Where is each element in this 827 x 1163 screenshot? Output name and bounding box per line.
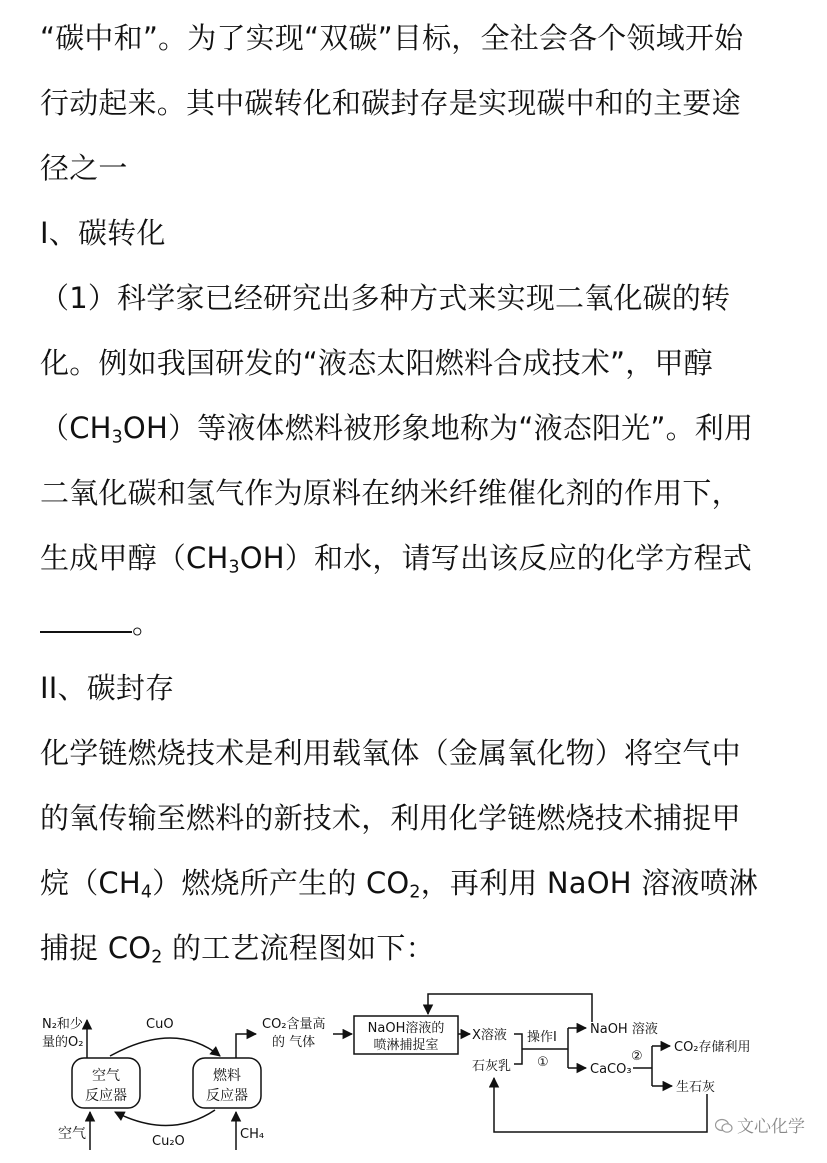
text-segment: （CH bbox=[40, 411, 112, 445]
text-segment: 。 bbox=[132, 606, 162, 640]
subscript: 3 bbox=[111, 427, 123, 448]
text-segment: ）燃烧所产生的 CO bbox=[152, 866, 410, 900]
watermark-text: 文心化学 bbox=[737, 1117, 805, 1137]
text-segment: OH）和水，请写出该反应的化学方程式 bbox=[239, 541, 752, 575]
cu2o-arrow bbox=[115, 1110, 215, 1126]
spray-chamber-label-1: NaOH溶液的 bbox=[367, 1021, 445, 1036]
subscript: 2 bbox=[409, 882, 421, 903]
section-2-line-1: 化学链燃烧技术是利用载氧体（金属氧化物）将空气中 bbox=[40, 736, 741, 770]
subscript: 2 bbox=[151, 947, 163, 968]
text-segment: ，再利用 NaOH 溶液喷淋 bbox=[420, 866, 759, 900]
naoh-solution-label: NaOH 溶液 bbox=[590, 1022, 658, 1037]
cuo-label: CuO bbox=[146, 1017, 174, 1032]
section-2-line-2: 的氧传输至燃料的新技术，利用化学链燃烧技术捕捉甲 bbox=[40, 801, 741, 835]
question-1-line-3 bbox=[40, 408, 753, 457]
caco3-label: CaCO₃ bbox=[590, 1062, 632, 1077]
text-segment: 烷（CH bbox=[40, 866, 141, 900]
co2-gas-arrow bbox=[236, 1034, 256, 1058]
ch4-label: CH₄ bbox=[240, 1127, 265, 1142]
quicklime-label: 生石灰 bbox=[676, 1080, 716, 1095]
subscript: 3 bbox=[228, 557, 240, 578]
question-1-line-2: 化。例如我国研发的“液态太阳燃料合成技术”，甲醇 bbox=[40, 346, 713, 380]
co2-gas-label-2: 的 气体 bbox=[272, 1035, 316, 1050]
x-solution-label: X溶液 bbox=[472, 1028, 507, 1043]
intro-line-1: “碳中和”。为了实现“双碳”目标，全社会各个领域开始 bbox=[40, 21, 744, 55]
section-2-line-3 bbox=[40, 863, 758, 912]
step-1-marker: ① bbox=[537, 1055, 549, 1070]
question-1-line-4: 二氧化碳和氢气作为原料在纳米纤维催化剂的作用下， bbox=[40, 476, 741, 510]
text-segment: 生成甲醇（CH bbox=[40, 541, 229, 575]
n2-o2-label-2: 量的O₂ bbox=[42, 1035, 84, 1050]
text-segment: OH）等液体燃料被形象地称为“液态阳光”。利用 bbox=[122, 411, 754, 445]
watermark bbox=[715, 1112, 805, 1137]
process-flowchart bbox=[0, 990, 827, 1163]
text-segment: 捕捉 CO bbox=[40, 931, 152, 965]
air-reactor-label-2: 反应器 bbox=[85, 1088, 127, 1104]
cuo-arrow bbox=[110, 1038, 220, 1056]
question-1-line-6 bbox=[40, 603, 161, 643]
air-reactor-label-1: 空气 bbox=[92, 1068, 120, 1084]
intro-line-3: 径之一 bbox=[40, 151, 128, 185]
operation-label: 操作I bbox=[527, 1030, 557, 1045]
question-1-line-5 bbox=[40, 538, 752, 587]
fuel-reactor-label-1: 燃料 bbox=[213, 1068, 241, 1084]
section-1-heading: I、碳转化 bbox=[40, 216, 166, 250]
reactants-bracket bbox=[514, 1034, 522, 1064]
subscript: 4 bbox=[140, 882, 153, 903]
intro-line-2: 行动起来。其中碳转化和碳封存是实现碳中和的主要途 bbox=[40, 86, 741, 120]
cu2o-label: Cu₂O bbox=[152, 1134, 185, 1149]
section-2-line-4 bbox=[40, 928, 435, 977]
spray-chamber-label-2: 喷淋捕捉室 bbox=[373, 1038, 439, 1053]
wechat-icon bbox=[715, 1118, 733, 1134]
co2-storage-label: CO₂存储利用 bbox=[674, 1040, 751, 1055]
section-2-heading: II、碳封存 bbox=[40, 671, 175, 705]
answer-blank[interactable] bbox=[40, 609, 132, 633]
text-segment: 的工艺流程图如下： bbox=[162, 931, 435, 965]
fuel-reactor-label-2: 反应器 bbox=[206, 1088, 248, 1104]
air-input-label: 空气 bbox=[58, 1126, 86, 1142]
step-2-marker: ② bbox=[631, 1049, 643, 1064]
co2-gas-label-1: CO₂含量高 bbox=[262, 1017, 326, 1032]
lime-milk-label: 石灰乳 bbox=[472, 1059, 512, 1074]
n2-o2-label-1: N₂和少 bbox=[42, 1017, 83, 1032]
question-1-line-1: （1）科学家已经研究出多种方式来实现二氧化碳的转 bbox=[40, 281, 731, 315]
